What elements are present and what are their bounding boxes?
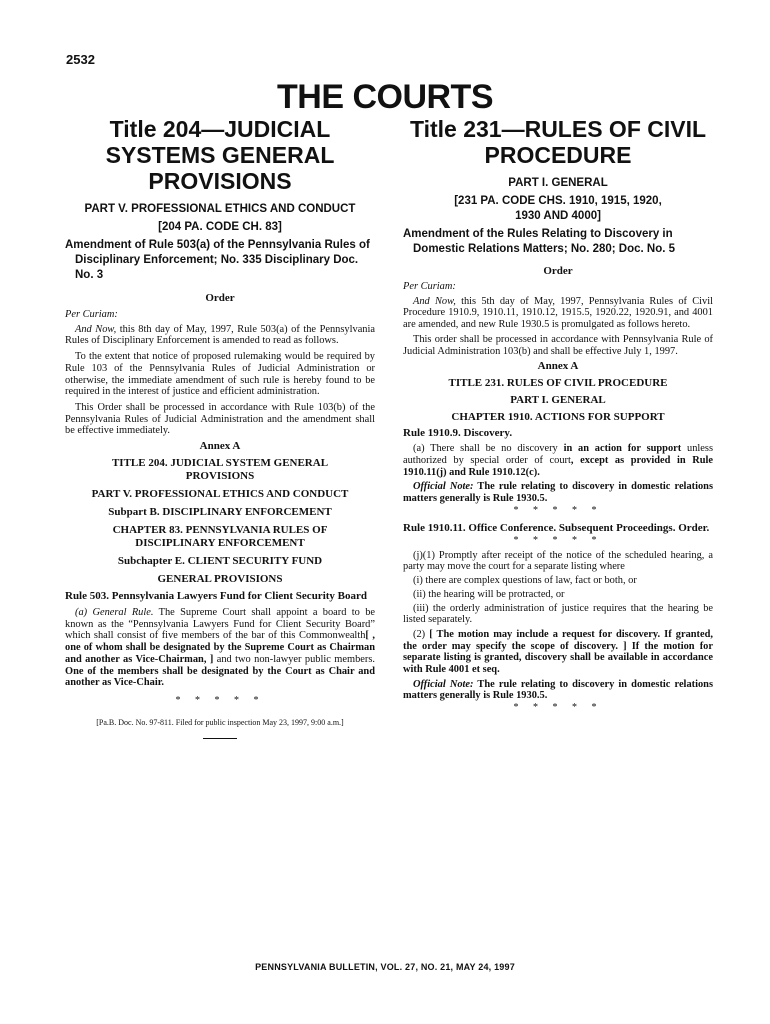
- page-number: 2532: [66, 52, 95, 67]
- left-general: GENERAL PROVISIONS: [157, 573, 283, 586]
- left-rule-a-added: One of the members shall be designated by the Court as Chair and another as Vice-Chair.: [65, 665, 375, 689]
- left-title: Title 204—JUDICIAL SYSTEMS GENERAL PROVISIONS: [105, 116, 335, 194]
- right-j2: [403, 629, 713, 676]
- left-code: [204 PA. CODE CH. 83]: [158, 221, 282, 233]
- right-i: (i) there are complex questions of law, fact or both, or: [413, 575, 637, 587]
- left-part-line: PART V. PROFESSIONAL ETHICS AND CONDUCT: [91, 488, 349, 501]
- right-part-line: PART I. GENERAL: [510, 394, 606, 407]
- right-note1-text: The rule relating to discovery in domestic relations matters generally is Rule 1930.5.: [403, 481, 714, 505]
- left-column: [65, 116, 375, 739]
- right-j2-lead: (2): [413, 628, 430, 640]
- left-rule-a-label: (a) General Rule.: [75, 607, 154, 619]
- right-para2: This order shall be processed in accordance with Pennsylvania Rule of Judicial Administration 103(b) and shall be effective July 1, 1997.: [403, 333, 713, 357]
- left-subchapter: Subchapter E. CLIENT SECURITY FUND: [117, 555, 323, 568]
- left-end-rule: [203, 738, 237, 739]
- right-j2-added: If the motion for separate listing is granted, discovery shall be available in accordance with Rule 4001 et seq.: [403, 640, 713, 676]
- left-title-line: TITLE 204. JUDICIAL SYSTEM GENERAL PROVISIONS: [111, 457, 329, 483]
- left-part: PART V. PROFESSIONAL ETHICS AND CONDUCT: [84, 203, 356, 215]
- left-rule-a: [65, 607, 375, 689]
- left-per-curiam: Per Curiam:: [65, 309, 118, 320]
- right-chapter: CHAPTER 1910. ACTIONS FOR SUPPORT: [451, 411, 665, 424]
- r199-bold2: , except as provided in Rule 1910.11(j) and Rule 1910.12(c).: [403, 454, 713, 478]
- right-j2-deleted: [ The motion may include a request for discovery. If granted, the order may specify the scope of discovery. ]: [403, 628, 713, 652]
- left-rule-a-text1: The Supreme Court shall appoint a board to be known as the “Pennsylvania Lawyers Fund for Client Security Board” which shall consist of five members of the bar of this Commonwealth: [65, 607, 376, 642]
- left-para2: To the extent that notice of proposed rulemaking would be required by Rule 103 of the Pennsylvania Rules of Judicial Administration or otherwise, the immediate amendment of such rule is hereby found to be required in the interest of justice and efficient administration.: [65, 351, 375, 398]
- right-ii: (ii) the hearing will be protracted, or: [413, 588, 565, 600]
- right-column: [403, 116, 713, 713]
- right-j1: (j)(1) Promptly after receipt of the notice of the scheduled hearing, a party may move the court for a separate listing where: [403, 549, 713, 573]
- r199-bold1: in an action for support: [563, 443, 682, 455]
- left-and-now-rest: this 8th day of May, 1997, Rule 503(a) of the Pennsylvania Rules of Disciplinary Enforcement is amended to read as follows.: [65, 323, 375, 347]
- page-footer: PENNSYLVANIA BULLETIN, VOL. 27, NO. 21, MAY 24, 1997: [255, 962, 515, 972]
- left-rule-a-text2: and two non-lawyer public members.: [213, 653, 375, 665]
- left-filing-note: [Pa.B. Doc. No. 97-811. Filed for public inspection May 23, 1997, 9:00 a.m.]: [96, 717, 344, 727]
- right-stars3: * * * * *: [513, 702, 603, 714]
- r199-text2: unless authorized by special order of court: [403, 443, 714, 466]
- right-code: [231 PA. CODE CHS. 1910, 1915, 1920, 1930 AND 4000]: [454, 195, 662, 222]
- right-title: Title 231—RULES OF CIVIL PROCEDURE: [409, 116, 707, 168]
- right-note1: [403, 481, 713, 504]
- right-stars2: * * * * *: [513, 534, 603, 546]
- right-note2: [403, 679, 713, 702]
- right-note1-label: Official Note:: [413, 481, 474, 493]
- right-annex: Annex A: [537, 360, 579, 373]
- right-title-line: TITLE 231. RULES OF CIVIL PROCEDURE: [448, 377, 668, 390]
- right-and-now-rest: this 5th day of May, 1997, Pennsylvania Rules of Civil Procedure 1910.9, 1910.11, 1910.12, 1915.5, 1920.22, 1920.91, and 4001 are amended, and new Rule 1930.5 is promulgated as follows hereto.: [403, 295, 713, 331]
- left-para3: This Order shall be processed in accordance with Rule 103(b) of the Pennsylvania Rules of Judicial Administration and the amendment shall be effective immediately.: [65, 401, 375, 437]
- right-per-curiam: Per Curiam:: [403, 281, 456, 292]
- right-part: PART I. GENERAL: [508, 177, 608, 189]
- left-and-now: [65, 324, 375, 347]
- left-rule-503: Rule 503. Pennsylvania Lawyers Fund for Client Security Board: [65, 590, 368, 603]
- right-rule-1910-9-a: [403, 443, 713, 478]
- right-and-now-lead: And Now,: [413, 295, 456, 307]
- left-stars: * * * * *: [175, 694, 265, 706]
- r199-text1: (a) There shall be no discovery: [413, 443, 564, 455]
- left-order-heading: Order: [205, 292, 235, 304]
- right-order-heading: Order: [543, 265, 573, 277]
- left-amendment: Amendment of Rule 503(a) of the Pennsylvania Rules of Disciplinary Enforcement; No. 335 Disciplinary Doc. No. 3: [65, 239, 370, 281]
- right-stars1: * * * * *: [513, 504, 603, 516]
- right-rule-1910-11: Rule 1910.11. Office Conference. Subsequent Proceedings. Order.: [403, 521, 710, 534]
- right-and-now: [403, 296, 713, 331]
- left-rule-a-deleted: [ , one of whom shall be designated by the Supreme Court as Chairman and another as Vice-Chairman, ]: [65, 630, 376, 665]
- left-and-now-lead: And Now,: [75, 323, 117, 335]
- section-banner: THE COURTS: [277, 78, 493, 116]
- right-rule-1910-9: Rule 1910.9. Discovery.: [403, 427, 513, 440]
- left-annex: Annex A: [199, 440, 241, 453]
- right-note2-label: Official Note:: [413, 678, 474, 690]
- right-note2-text: The rule relating to discovery in domestic relations matters generally is Rule 1930.5.: [403, 678, 714, 702]
- left-subpart: Subpart B. DISCIPLINARY ENFORCEMENT: [108, 506, 332, 519]
- left-chapter: CHAPTER 83. PENNSYLVANIA RULES OF DISCIPLINARY ENFORCEMENT: [112, 524, 328, 550]
- right-amendment: Amendment of the Rules Relating to Discovery in Domestic Relations Matters; No. 280; Doc. No. 5: [403, 228, 676, 255]
- right-iii: (iii) the orderly administration of justice requires that the hearing be listed separately.: [403, 602, 713, 626]
